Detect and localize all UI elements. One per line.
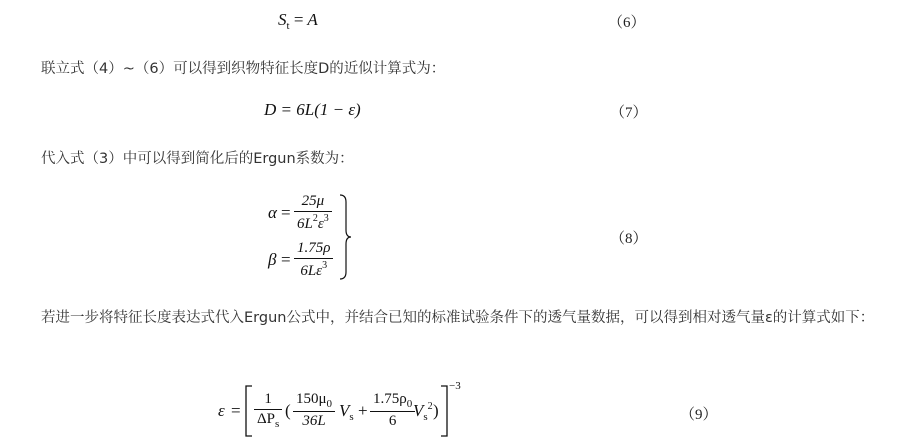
eq8-alpha-den-pre: 6L	[297, 216, 313, 232]
paragraph-3-text: 若进一步将特征长度表达式代入Ergun公式中，并结合已知的标准试验条件下的透气量数据，可以得到相对透气量ε的计算式如下：	[41, 310, 875, 326]
eq9-open-paren: (	[285, 401, 291, 420]
equation-7-number: （7）	[610, 105, 648, 121]
equation-6	[278, 10, 318, 32]
eq9-f1-den-sub: s	[275, 418, 280, 430]
equation-7: D = 6L(1 − ε)	[264, 100, 361, 119]
eq8-alpha-denominator	[294, 212, 332, 233]
eq8-alpha-den-mid: ε	[317, 216, 324, 232]
eq9-exponent: −3	[449, 380, 461, 392]
eq9-f2-denominator: 36L	[302, 413, 326, 429]
eq8-alpha-den-sup2: 3	[323, 213, 329, 224]
equation-6-number: （6）	[608, 15, 646, 31]
eq9-lhs: ε	[218, 401, 225, 420]
eq6-lhs-var: S	[278, 10, 287, 29]
eq9-f3-num-sub: 0	[406, 398, 413, 410]
eq8-beta-denominator	[294, 259, 333, 280]
eq8-alpha-fraction	[294, 193, 332, 233]
eq8-right-brace	[338, 194, 352, 280]
eq9-v2-var: V	[413, 401, 424, 420]
eq9-v2	[413, 401, 433, 423]
paragraph-1: 联立式（4）~（6）可以得到织物特征长度D的近似计算式为：	[41, 61, 446, 77]
eq9-right-bracket	[440, 385, 448, 437]
eq9-f1-den-text: ΔP	[257, 411, 275, 427]
eq9-f1-numerator: 1	[254, 391, 282, 410]
paragraph-3	[12, 304, 912, 332]
eq9-f1-denominator	[254, 410, 282, 430]
eq9-v1-var: V	[339, 401, 350, 420]
eq9-v2-sub: s	[423, 411, 428, 423]
eq6-lhs-sub: t	[286, 20, 290, 32]
eq8-beta-den-pre: 6Lε	[300, 263, 323, 279]
equation-9-number: （9）	[680, 407, 718, 423]
eq9-close-paren: )	[433, 401, 439, 420]
eq8-beta: β	[268, 250, 277, 269]
eq8-alpha-den-sup1: 2	[312, 213, 318, 224]
eq9-plus: +	[358, 401, 368, 420]
eq9-v1	[339, 401, 354, 423]
eq9-f2-num-sub: 0	[326, 398, 333, 410]
eq8-beta-den-sup: 3	[322, 260, 328, 271]
eq9-equals: =	[231, 401, 241, 420]
eq9-left-bracket	[245, 385, 253, 437]
eq9-v1-sub: s	[349, 411, 354, 423]
eq9-fraction-3	[370, 391, 415, 430]
eq8-alpha-equals: =	[281, 203, 291, 222]
eq9-f3-denominator: 6	[388, 413, 397, 429]
eq9-fraction-1	[254, 391, 282, 430]
paragraph-2: 代入式（3）中可以得到简化后的Ergun系数为：	[41, 151, 354, 167]
eq9-f3-numerator	[370, 391, 415, 412]
eq6-equals: =	[293, 10, 304, 29]
eq6-rhs: A	[307, 10, 318, 29]
eq9-f2-num-text: 150μ	[296, 391, 327, 407]
eq8-beta-equals: =	[281, 250, 291, 269]
eq9-f2-numerator	[293, 391, 335, 412]
eq9-f3-num-text: 1.75ρ	[373, 391, 407, 407]
eq9-v2-sup: 2	[427, 401, 433, 412]
eq8-beta-fraction	[294, 240, 333, 280]
eq8-beta-numerator: 1.75ρ	[294, 240, 333, 259]
equation-8-number: （8）	[610, 231, 648, 247]
eq9-fraction-2	[293, 391, 335, 430]
eq8-alpha-numerator: 25μ	[294, 193, 332, 212]
eq8-alpha: α	[268, 203, 277, 222]
